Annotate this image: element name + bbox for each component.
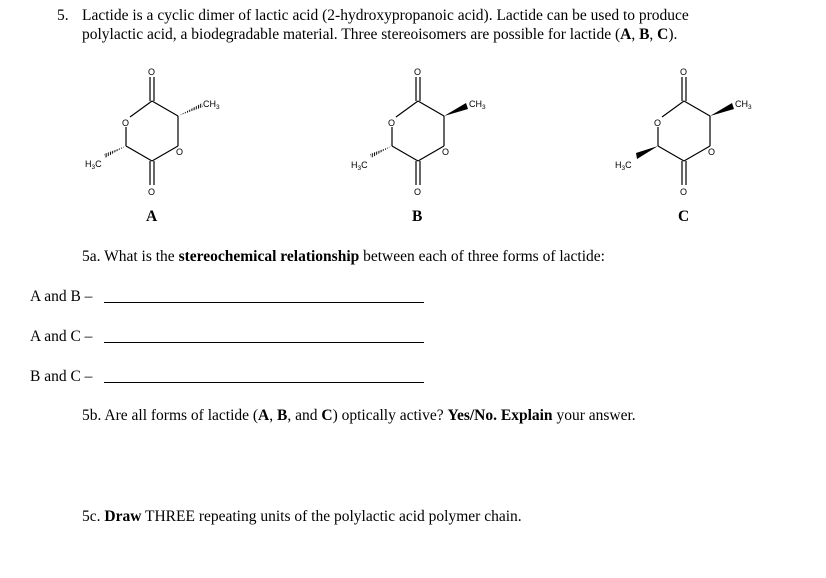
pair-label-a-c: A and C – bbox=[30, 328, 93, 345]
q5c-text: THREE repeating units of the polylactic acid polymer chain. bbox=[141, 508, 522, 525]
structure-label-a: A bbox=[146, 208, 158, 225]
pair-label-a-b: A and B – bbox=[30, 288, 93, 305]
pair-label-b-c: B and C – bbox=[30, 368, 93, 385]
atom-o: O bbox=[708, 147, 716, 157]
q5c-text: 5c. bbox=[82, 508, 105, 525]
q5b-bold: Yes/No. bbox=[447, 407, 497, 424]
q5b-text: 5b. Are all forms of lactide ( bbox=[82, 407, 259, 424]
q5b-bold: B bbox=[277, 407, 288, 424]
ch3-label: $CH_3$ bbox=[735, 99, 752, 111]
h3c-label: $H_3C$ bbox=[351, 160, 368, 172]
structure-label-b: B bbox=[412, 208, 423, 225]
h3c-label: $H_3C$ bbox=[85, 159, 102, 171]
q5b-text: your answer. bbox=[552, 407, 636, 424]
question-5a bbox=[82, 247, 605, 266]
q5a-text: 5a. What is the bbox=[82, 248, 179, 265]
q5b-text: ) optically active? bbox=[332, 407, 448, 424]
answer-line-a-b[interactable] bbox=[104, 302, 424, 303]
q5c-bold: Draw bbox=[104, 508, 142, 525]
q5b-text: , and bbox=[287, 407, 322, 424]
intro-bold-b: B bbox=[639, 26, 650, 43]
structure-a bbox=[104, 77, 203, 185]
h3c-label: $H_3C$ bbox=[615, 160, 632, 172]
intro-bold-c: C bbox=[657, 26, 669, 43]
atom-o: O bbox=[414, 67, 422, 77]
atom-o: O bbox=[148, 67, 156, 77]
atom-o: O bbox=[122, 118, 130, 128]
question-intro-line2 bbox=[82, 25, 822, 44]
question-intro-line1: Lactide is a cyclic dimer of lactic acid (2-hydroxypropanoic acid). Lactide can be used to produce bbox=[82, 7, 689, 24]
structure-label-c: C bbox=[678, 208, 690, 225]
intro-text: polylactic acid, a biodegradable material. Three stereoisomers are possible for lactide ( bbox=[82, 26, 621, 43]
intro-end: ). bbox=[668, 26, 678, 43]
atom-o: O bbox=[680, 187, 688, 197]
question-5b bbox=[82, 406, 636, 425]
atom-o: O bbox=[654, 118, 662, 128]
question-5c bbox=[82, 507, 522, 526]
q5a-bold: stereochemical relationship bbox=[178, 248, 360, 265]
q5b-bold: Explain bbox=[500, 407, 553, 424]
answer-line-a-c[interactable] bbox=[104, 342, 424, 343]
q5a-text: between each of three forms of lactide: bbox=[359, 248, 605, 265]
atom-o: O bbox=[176, 147, 184, 157]
ch3-label: $CH_3$ bbox=[469, 99, 486, 111]
q5b-text: , bbox=[269, 407, 277, 424]
intro-bold-a: A bbox=[620, 26, 632, 43]
ch3-label: $CH_3$ bbox=[203, 99, 220, 111]
intro-sep: , bbox=[649, 26, 658, 43]
structure-c bbox=[636, 77, 734, 185]
atom-o: O bbox=[388, 118, 396, 128]
atom-o: O bbox=[680, 67, 688, 77]
q5b-bold: A bbox=[258, 407, 270, 424]
atom-labels bbox=[122, 67, 715, 197]
atom-o: O bbox=[148, 187, 156, 197]
atom-o: O bbox=[414, 187, 422, 197]
question-number: 5. bbox=[57, 7, 69, 24]
intro-sep: , bbox=[631, 26, 640, 43]
atom-o: O bbox=[442, 147, 450, 157]
structure-b bbox=[370, 77, 468, 185]
answer-line-b-c[interactable] bbox=[104, 382, 424, 383]
q5b-bold: C bbox=[321, 407, 333, 424]
